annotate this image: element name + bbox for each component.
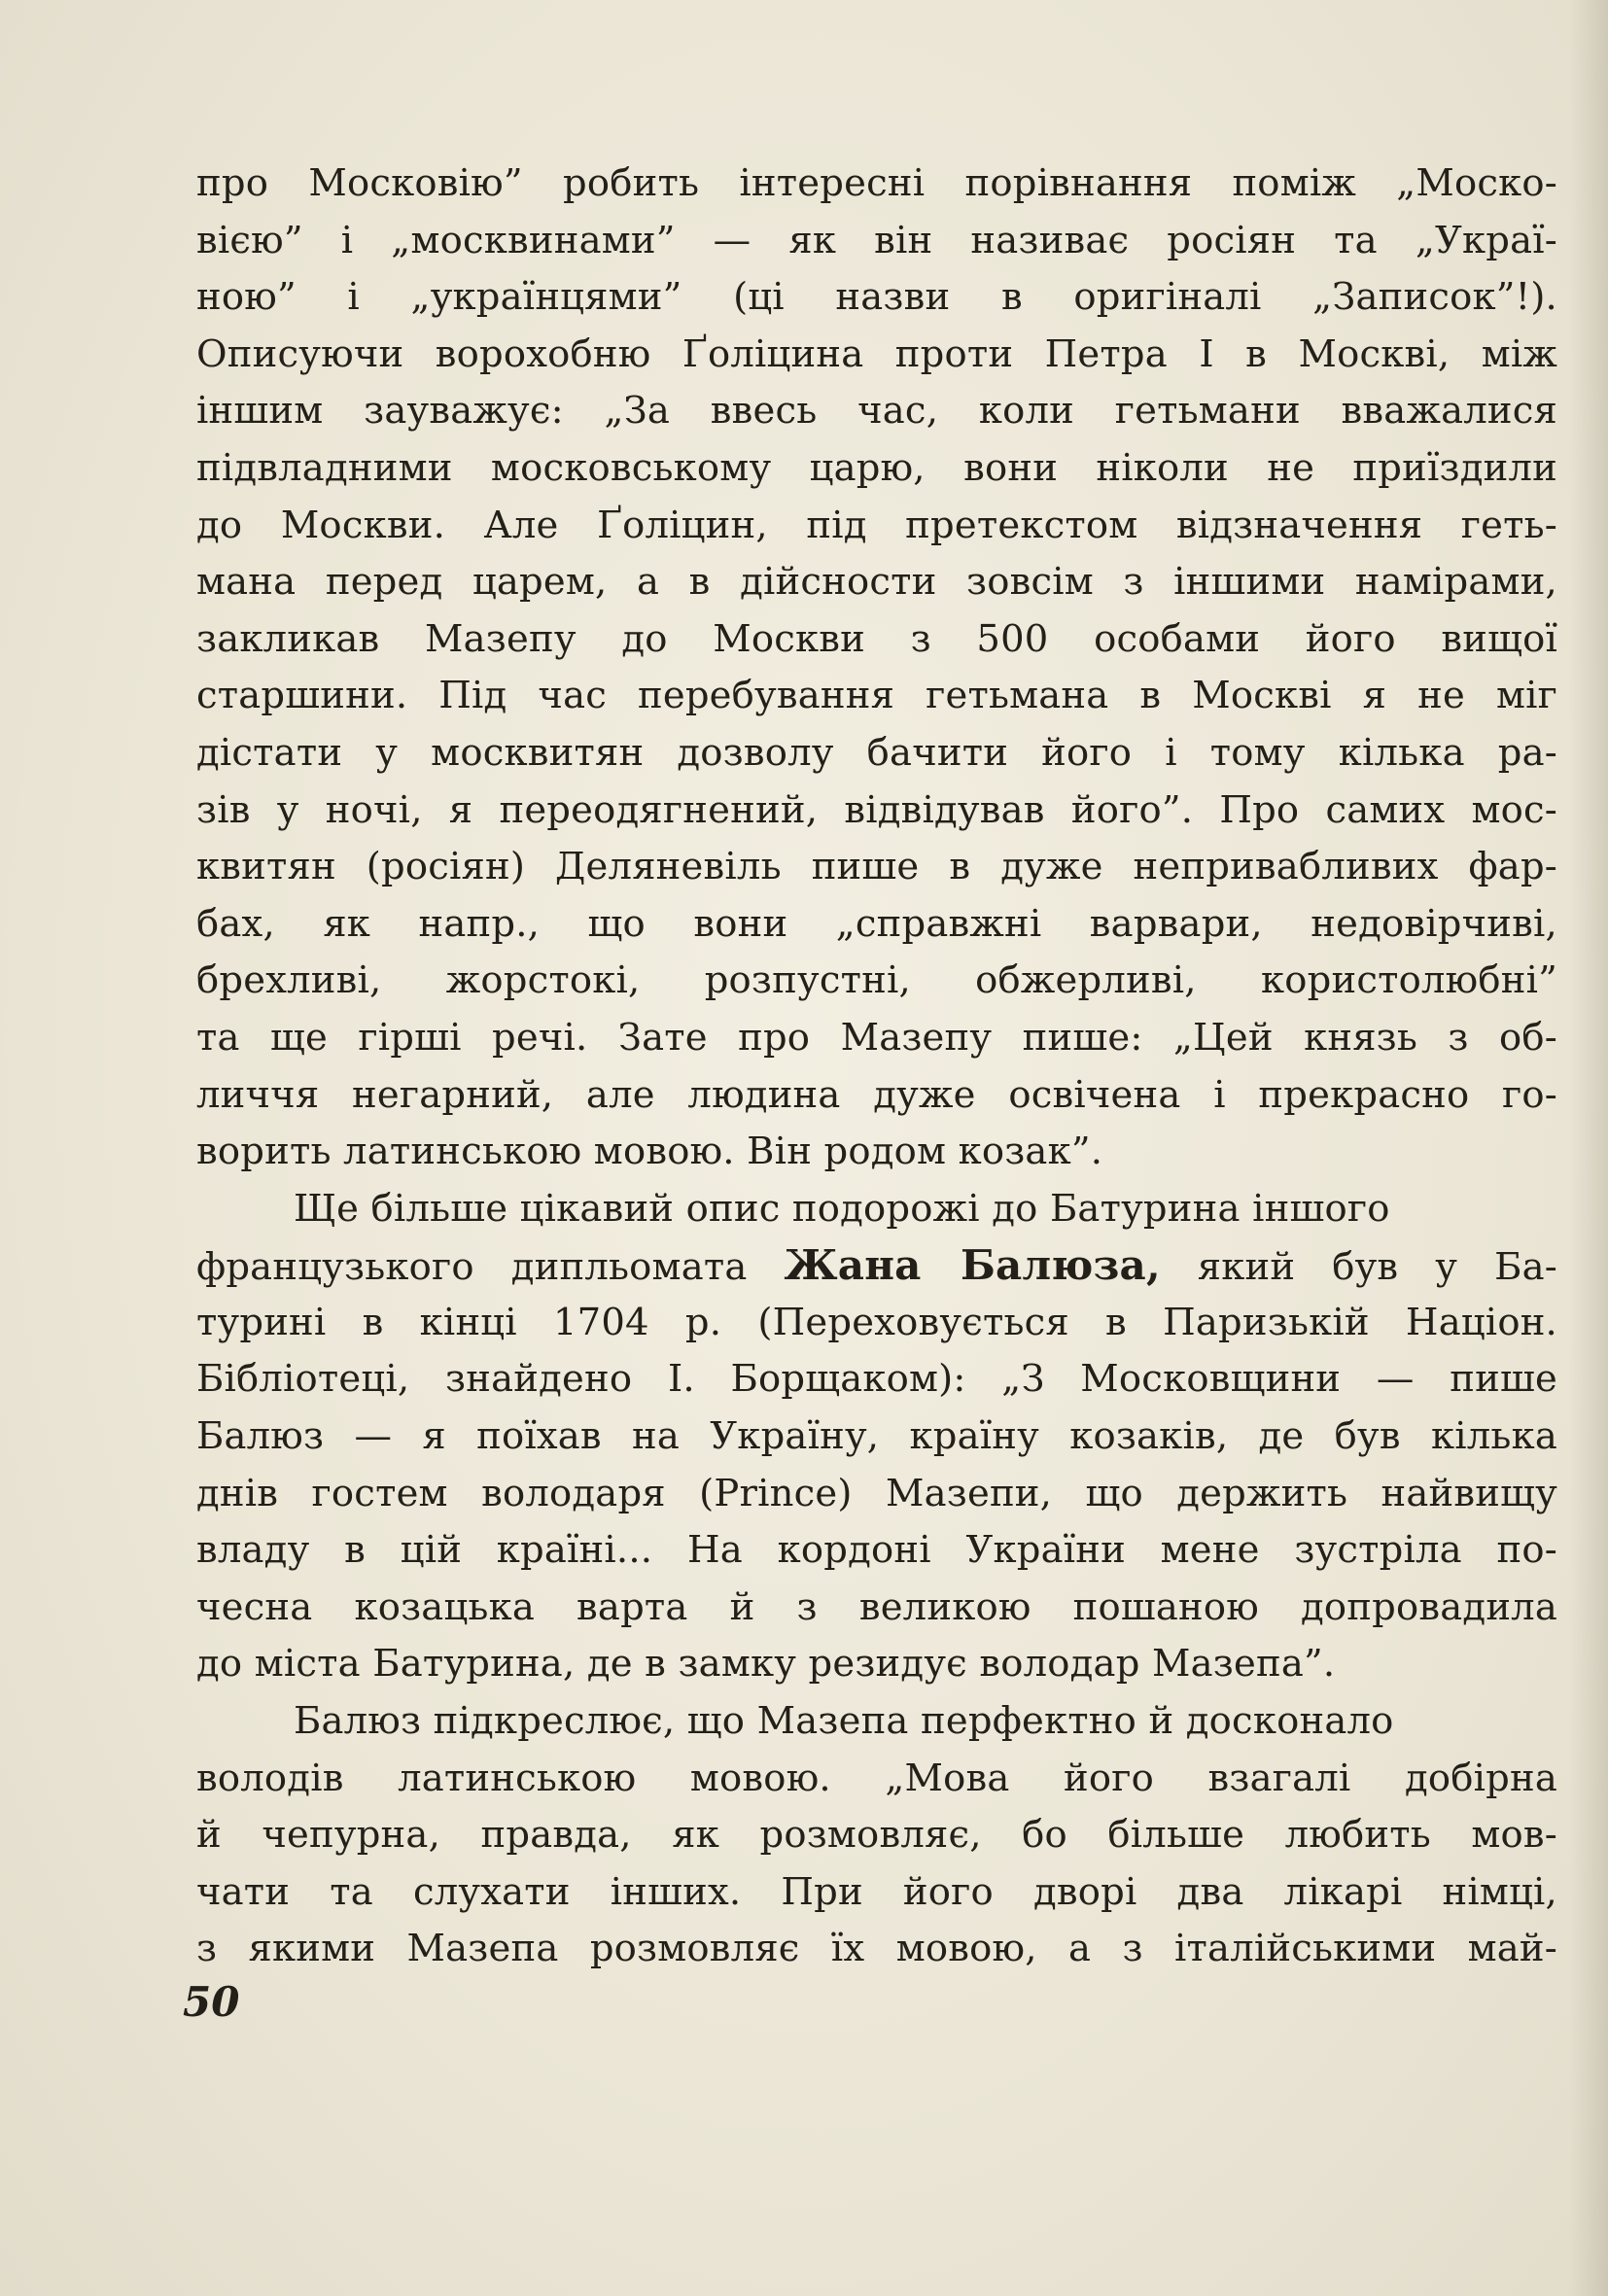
body-text [196,156,1557,1978]
text-line: Балюз — я поїхав на Україну, країну козаків, де був кілька [196,1414,1557,1459]
text-line: та ще гірші речі. Зате про Мазепу пише: „Цей князь з об- [196,1015,1557,1060]
text-line: старшини. Під час перебування гетьмана в Москві я не міг [196,674,1557,718]
text-line: Бібліотеці, знайдено І. Борщаком): „З Московщини — пише [196,1357,1557,1402]
text-line: чесна козацька варта й з великою пошаною допровадила [196,1584,1557,1629]
text-line: бах, як напр., що вони „справжні варвари, недовірчиві, [196,901,1557,946]
text-line: й чепурна, правда, як розмовляє, бо більше любить мов- [196,1813,1557,1858]
page-number: 50 [183,1978,240,2026]
text-line: чати та слухати інших. При його дворі два лікарі німці, [196,1869,1557,1914]
text-line: іншим зауважує: „За ввесь час, коли гетьмани вважалися [196,389,1557,434]
text-line: з якими Мазепа розмовляє їх мовою, а з італійськими май- [196,1927,1557,1971]
text-line: вією” і „москвинами” — як він називає росіян та „Украї- [196,218,1557,262]
text-line: закликав Мазепу до Москви з 500 особами його вищої [196,616,1557,661]
text-line: до Москви. Але Ґоліцин, під претекстом відзначення геть- [196,503,1557,547]
text-fragment: французького дипльомата [196,1245,748,1290]
text-line: ворить латинською мовою. Він родом козак”. [196,1130,1103,1174]
text-line: турині в кінці 1704 р. (Переховується в Паризькій Націон. [196,1300,1557,1344]
text-line: про Московію” робить інтересні порівнання поміж „Моско- [196,161,1557,205]
text-line: володів латинською мовою. „Мова його взагалі добірна [196,1756,1557,1800]
text-line: днів гостем володаря (Prince) Мазепи, що держить найвищу [196,1471,1557,1515]
text-line: підвладними московському царю, вони ніколи не приїздили [196,445,1557,490]
paragraph-2-first-line: Ще більше цікавий опис подорожі до Батурина іншого [294,1186,1390,1231]
text-line: мана перед царем, а в дійсности зовсім з іншими намірами, [196,560,1557,605]
text-line: дістати у москвитян дозволу бачити його і тому кілька ра- [196,730,1557,775]
paragraph-3-first-line: Балюз підкреслює, що Мазепа перфектно й досконало [294,1699,1394,1744]
text-line: владу в цій країні... На кордоні України мене зустріла по- [196,1528,1557,1573]
page-edge-shadow [1569,0,1608,2296]
text-fragment: який був у Ба- [1197,1245,1557,1290]
bold-name: Жана Балюза, [784,1241,1161,1290]
paragraph-2-line-with-name [196,1237,1557,1295]
text-line: брехливі, жорстокі, розпустні, обжерливі, користолюбні” [196,958,1557,1003]
text-line: ною” і „українцями” (ці назви в оригіналі „Записок”!). [196,275,1557,320]
text-line: личчя негарний, але людина дуже освічена і прекрасно го- [196,1072,1557,1117]
text-line: Описуючи ворохобню Ґоліцина проти Петра І в Москві, між [196,331,1557,376]
text-line: зів у ночі, я переодягнений, відвідував його”. Про самих мос- [196,787,1557,832]
text-line: до міста Батурина, де в замку резидує володар Мазепа”. [196,1642,1336,1687]
text-line: квитян (росіян) Деляневіль пише в дуже непривабливих фар- [196,845,1557,889]
